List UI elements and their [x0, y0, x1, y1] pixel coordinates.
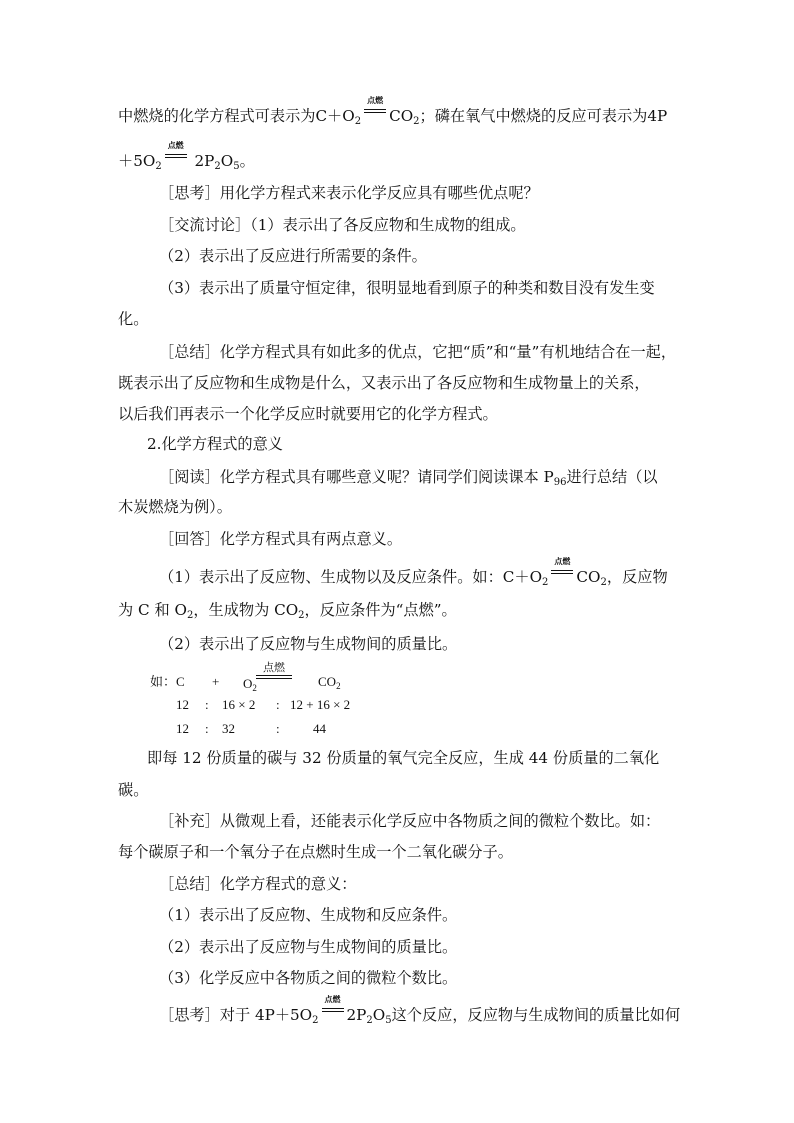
table-o2: $O_2$ — [243, 676, 257, 693]
table-co2: $CO_2$ — [318, 674, 341, 691]
text-line: 为 C 和 $O_2$，生成物为 $CO_2$，反应条件为“点燃”。 — [118, 601, 457, 621]
text-line: 碳。 — [118, 781, 149, 799]
table-cell: : — [276, 697, 280, 712]
reaction-condition: 点燃 — [549, 566, 575, 580]
table-plus: + — [212, 674, 220, 689]
table-cell: : — [205, 697, 209, 712]
text-line: （1）表示出了反应物、生成物和反应条件。 — [159, 906, 458, 924]
text-line: 木炭燃烧为例）。 — [118, 498, 232, 516]
text-line: 每个碳原子和一个氧分子在点燃时生成一个二氧化碳分子。 — [118, 843, 513, 861]
table-cell: 32 — [222, 721, 235, 736]
table-cell: 12 — [176, 697, 189, 712]
text-line: ［总结］化学方程式具有如此多的优点，它把“质”和“量”有机地结合在一起， — [159, 343, 677, 361]
text-line: （1）表示出了反应物、生成物以及反应条件。如：$C+O_2$ 点燃 $CO_2$，反应物 — [159, 556, 668, 588]
table-reaction-condition: 点燃 — [256, 662, 292, 679]
text-line: ［回答］化学方程式具有两点意义。 — [159, 530, 402, 548]
reaction-condition: 点燃 — [163, 150, 189, 164]
text-line: 中燃烧的化学方程式可表示为$C+O_2$ 点燃 $CO_2$；磷在氧气中燃烧的反应可表示为4P — [118, 95, 668, 127]
text-line: （3）表示出了质量守恒定律，很明显地看到原子的种类和数目没有发生变 — [159, 279, 655, 297]
text-line: 既表示出了反应物和生成物是什么，又表示出了各反应物和生成物量上的关系， — [118, 374, 650, 392]
text-line: ［交流讨论］（1）表示出了各反应物和生成物的组成。 — [159, 216, 526, 234]
reaction-condition: 点燃 — [362, 105, 388, 119]
text-line: （2）表示出了反应物与生成物间的质量比。 — [159, 938, 458, 956]
text-line: 以后我们再表示一个化学反应时就要用它的化学方程式。 — [118, 405, 498, 423]
table-cell: 16 × 2 — [222, 697, 256, 712]
text-line: ［思考］对于 $4P+5O_2$ 点燃 $2P_2O_5$这个反应，反应物与生成物间的质量比如何 — [159, 994, 681, 1026]
text-line: 化。 — [118, 310, 149, 328]
table-cell: : — [276, 721, 280, 736]
text-line: $+5O_2$ 点燃 $2P_2O_5$。 — [118, 140, 255, 172]
table-label: 如：C — [150, 674, 185, 689]
text-line: （3）化学反应中各物质之间的微粒个数比。 — [159, 969, 458, 987]
text-line: ［补充］从微观上看，还能表示化学反应中各物质之间的微粒个数比。如： — [159, 812, 661, 830]
table-cell: 12 — [176, 721, 189, 736]
section-heading: 2.化学方程式的意义 — [147, 435, 283, 453]
reaction-condition: 点燃 — [320, 1004, 346, 1018]
table-cell: 12 + 16 × 2 — [290, 697, 351, 712]
text-line: （2）表示出了反应进行所需要的条件。 — [159, 247, 427, 265]
text-line: ［总结］化学方程式的意义： — [159, 875, 357, 893]
text-line: ［思考］用化学方程式来表示化学反应具有哪些优点呢？ — [159, 184, 539, 202]
text-line: （2）表示出了反应物与生成物间的质量比。 — [159, 635, 458, 653]
text-line: 即每 12 份质量的碳与 32 份质量的氧气完全反应，生成 44 份质量的二氧化 — [147, 749, 660, 767]
text-line: ［阅读］化学方程式具有哪些意义呢？请同学们阅读课本 $P_{96}$进行总结（以 — [159, 468, 658, 488]
table-cell: 44 — [313, 721, 326, 736]
table-cell: : — [205, 721, 209, 736]
